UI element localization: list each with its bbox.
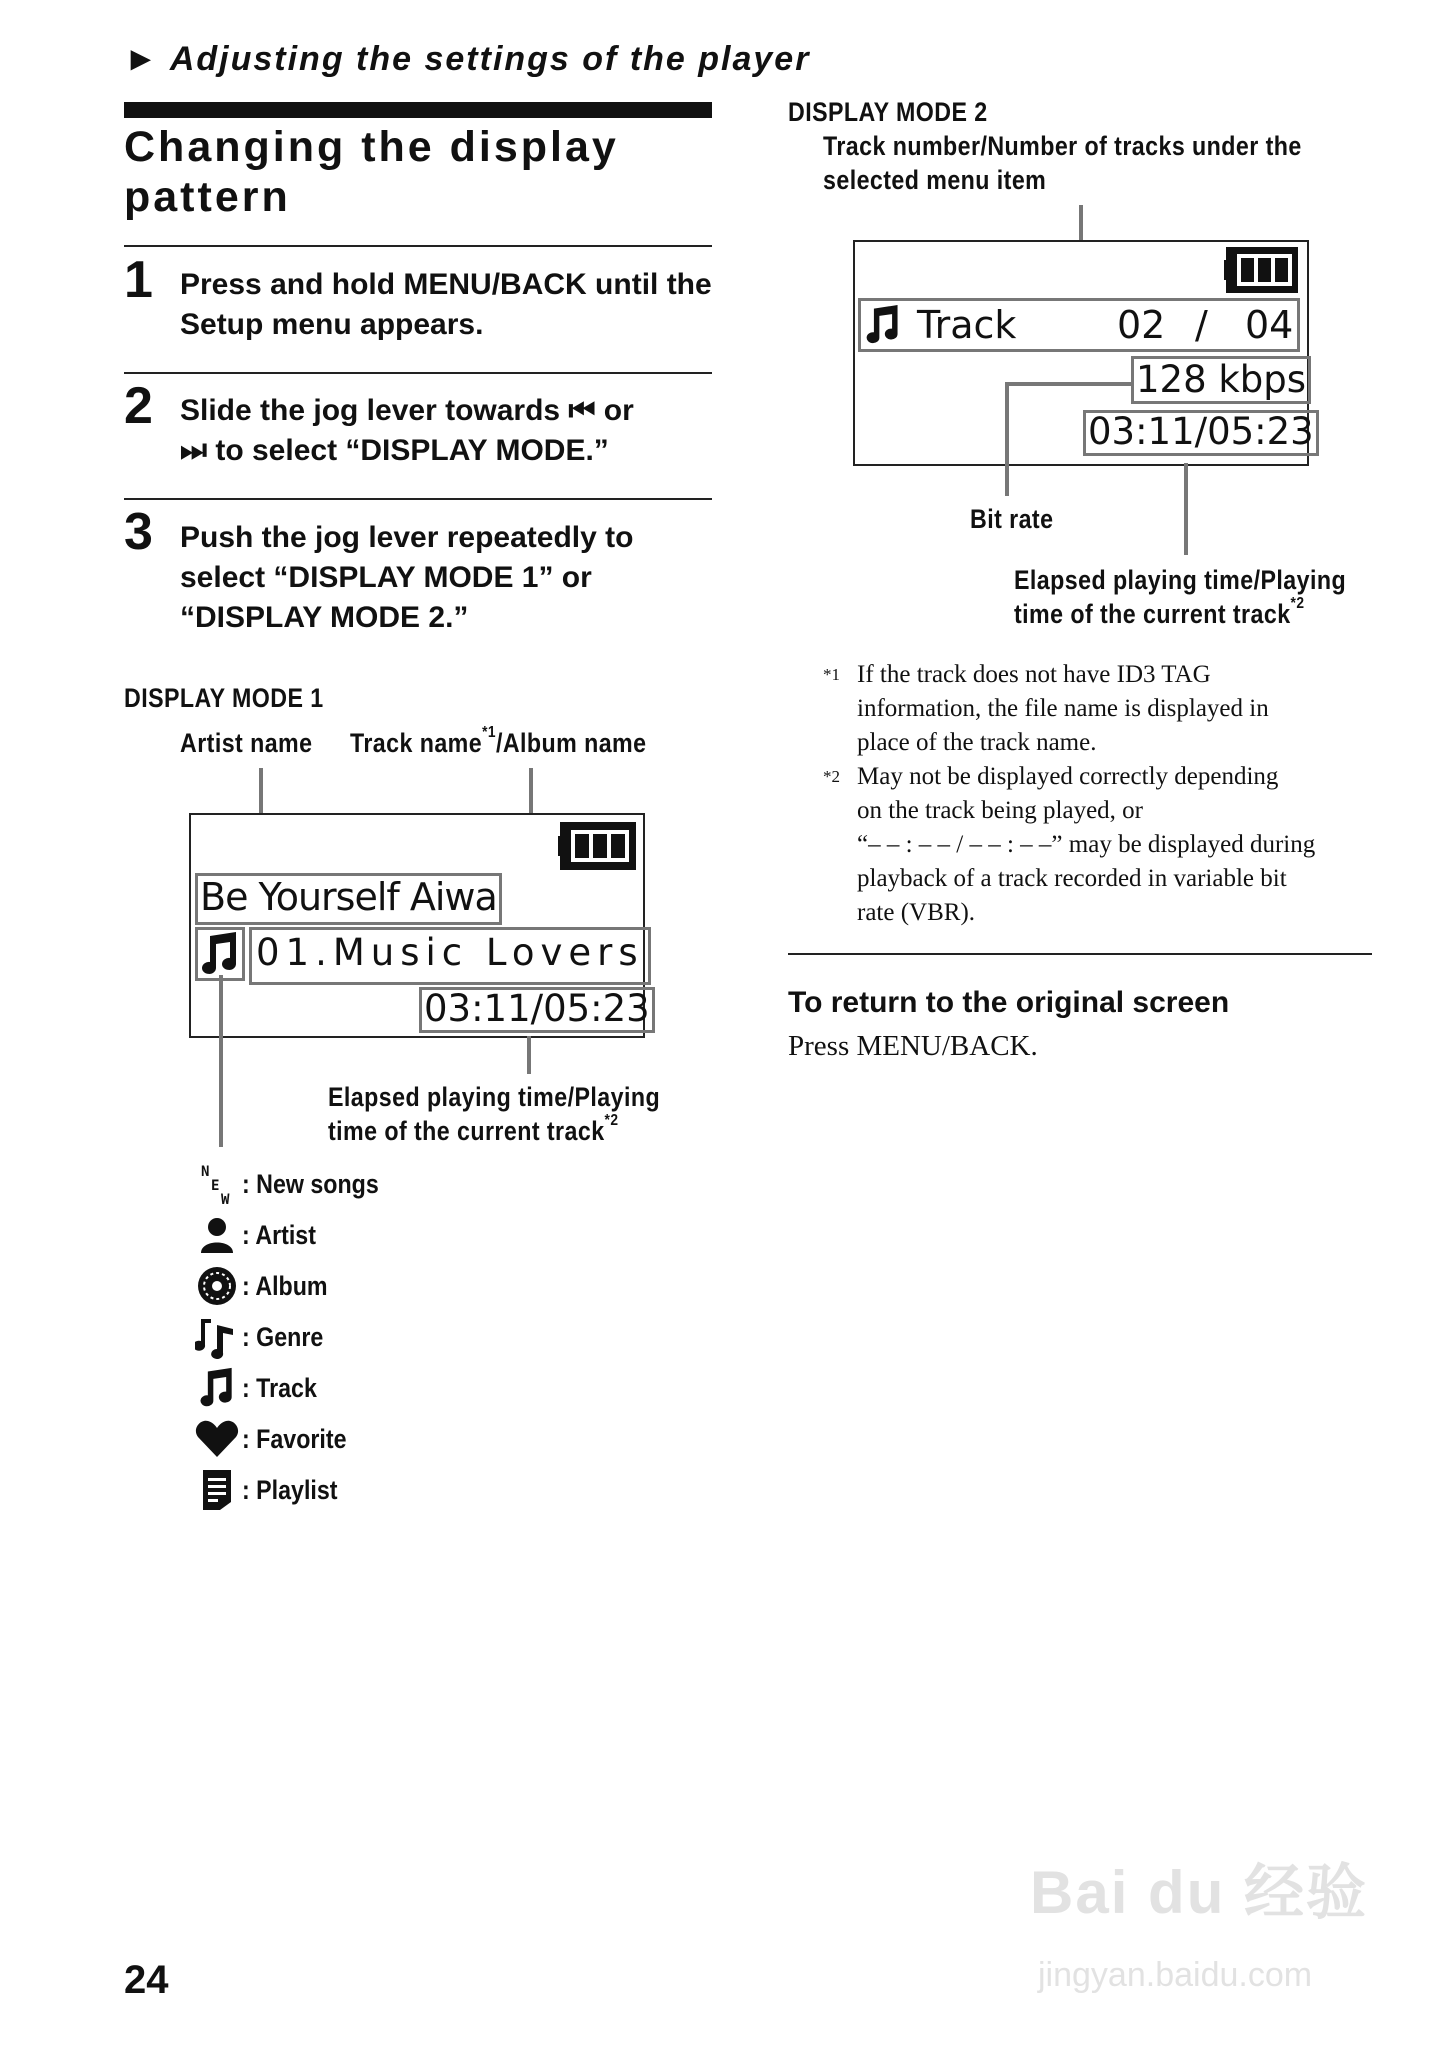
return-heading: To return to the original screen: [788, 986, 1230, 1019]
page-number: 24: [124, 1958, 169, 2002]
new-songs-icon: [192, 1162, 242, 1206]
mode2-elapsed-label-1: Elapsed playing time/Playing: [1014, 565, 1347, 595]
time-leader-line: [527, 1036, 531, 1074]
step-1-text: Press and hold MENU/BACK until the Setup menu appears.: [180, 268, 712, 341]
step-2-text-a: Slide the jog lever towards: [180, 394, 561, 427]
mode2-time-leader-line: [1184, 463, 1188, 555]
step-2-text-c: to select “DISPLAY MODE.”: [215, 434, 609, 467]
step-divider: [124, 372, 712, 374]
screen-track-row: [858, 298, 1300, 352]
artist-icon: [192, 1213, 242, 1257]
display-mode-1-screen: [189, 813, 650, 1038]
footnote-1: *1 If the track does not have ID3 TAG information, the file name is displayed in place of the track name.: [823, 661, 1269, 756]
screen-track-word: Track: [917, 303, 1017, 347]
step-2-text: [180, 391, 720, 471]
battery-icon: [1224, 245, 1300, 295]
return-text: Press MENU/BACK.: [788, 1030, 1038, 1062]
bit-rate-label: Bit rate: [970, 504, 1054, 534]
track-number-label-1: Track number/Number of tracks under the: [823, 131, 1302, 161]
legend-playlist: : Playlist: [192, 1468, 353, 1512]
track-icon: [198, 930, 242, 978]
screen-track-icon-box: [195, 927, 245, 981]
screen-bitrate: 128 kbps: [1131, 356, 1311, 404]
watermark-brand: Bai du 经验: [1030, 1859, 1369, 1926]
screen-track-number: 02: [1117, 303, 1166, 347]
screen-time: 03:11/05:23: [1083, 410, 1319, 456]
svg-text:W: W: [221, 1192, 230, 1206]
legend-favorite: : Favorite: [192, 1417, 364, 1461]
svg-text:E: E: [211, 1178, 220, 1194]
screen-track-slash: /: [1195, 303, 1208, 347]
display-mode-1-heading: DISPLAY MODE 1: [124, 683, 324, 713]
legend-album: : Album: [192, 1264, 341, 1308]
running-header: ► Adjusting the settings of the player: [124, 40, 811, 78]
artist-name-label: Artist name: [180, 728, 313, 758]
legend-artist: : Artist: [192, 1213, 328, 1257]
screen-track-total: 04: [1245, 303, 1294, 347]
section-title: Changing the display pattern: [124, 123, 619, 221]
step-3-text: Push the jog lever repeatedly to select “DISPLAY MODE 1” or “DISPLAY MODE 2.”: [180, 521, 634, 634]
mode1-elapsed-label-2: time of the current track$^{*2}$: [328, 1112, 619, 1146]
step-1-number: 1: [124, 251, 153, 309]
mode1-elapsed-label-1: Elapsed playing time/Playing: [328, 1082, 661, 1112]
display-mode-2-heading: DISPLAY MODE 2: [788, 97, 988, 127]
return-divider: [788, 953, 1372, 955]
track-icon: [863, 303, 903, 347]
watermark-url: jingyan.baidu.com: [1038, 1956, 1313, 1994]
step-divider: [124, 498, 712, 500]
legend-genre: : Genre: [192, 1315, 337, 1359]
track-name-label: Track name$^{*1}$/Album name: [350, 724, 647, 758]
battery-icon: [558, 820, 638, 872]
prev-track-icon: ⏮: [568, 393, 596, 428]
mode2-elapsed-label-2: time of the current track$^{*2}$: [1014, 595, 1305, 629]
favorite-icon: [192, 1417, 242, 1461]
genre-icon: [192, 1315, 242, 1359]
step-3-number: 3: [124, 503, 153, 561]
legend-track: : Track: [192, 1366, 329, 1410]
screen-artist-name: Be Yourself Aiwa: [195, 873, 502, 925]
step-2-number: 2: [124, 377, 153, 435]
track-number-label-2: selected menu item: [823, 165, 1047, 195]
svg-text:N: N: [201, 1164, 210, 1180]
playlist-icon: [192, 1468, 242, 1512]
track-icon: [192, 1366, 242, 1410]
album-icon: [192, 1264, 242, 1308]
screen-time: 03:11/05:23: [419, 987, 655, 1033]
bitrate-leader-horizontal: [1005, 382, 1131, 386]
display-mode-2-screen: [853, 240, 1314, 466]
next-track-icon: ⏭: [180, 433, 207, 468]
legend-new-songs: N E W : New songs: [192, 1162, 401, 1206]
screen-track-name: 01.Music Lovers: [249, 927, 651, 985]
section-rule: [124, 102, 712, 118]
icon-leader-line: [219, 975, 223, 1147]
footnote-2: *2 May not be displayed correctly depending on the track being played, or “– – : – – / – – : – –” may be displayed during playback of a track recorded in variable bit rate (VBR).: [823, 763, 1316, 926]
bitrate-leader-vertical: [1005, 382, 1009, 496]
step-2-text-b: or: [603, 394, 634, 427]
step-divider: [124, 245, 712, 247]
